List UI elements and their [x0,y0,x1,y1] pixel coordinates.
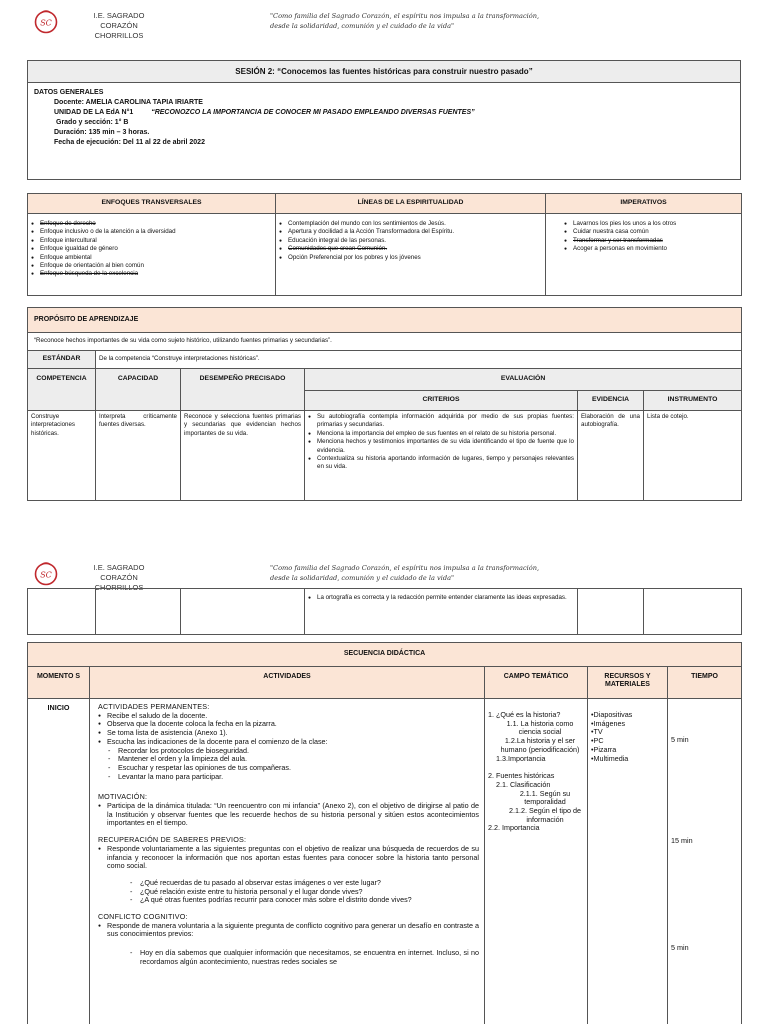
list-item: ● Cuidar nuestra casa común [564,228,738,236]
header-enfoques: ENFOQUES TRANSVERSALES [28,194,276,214]
school-logo-icon [33,8,59,34]
standard-label: ESTÁNDAR [28,351,96,369]
list-item: ● Contextualiza su historia aportando información de lugares, tiempo y personajes relevantes en su vida. [308,455,574,472]
session-box [27,60,741,180]
general-data [28,83,740,153]
list-item: •TV [591,727,603,737]
teacher-name: Docente: AMELIA CAROLINA TAPIA IRIARTE [54,99,203,106]
list-item: ● Comunidades que crean Comunión. [279,245,542,253]
standard-text: De la competencia “Construye interpretaciones históricas”. [96,351,742,369]
list-item: ● Su autobiografía contempla información adquirida por medio de sus propias fuentes: primarias y secundarias. [308,413,574,430]
header-momentos: MOMENTO S [28,667,90,699]
list-item: ● Opción Preferencial por los pobres y los jóvenes [279,254,542,262]
list-item: ● Acoger a personas en movimiento [564,245,738,253]
list-item: - ¿A qué otras fuentes podrías recurrir para conocer más sobre el distrito donde vives? [98,896,479,905]
list-item: ● Transformar y ser transformadas [564,237,738,245]
campo-item: 2.2. Importancia [488,823,540,833]
recuperacion-list [98,845,479,871]
header-actividades: ACTIVIDADES [90,667,485,699]
unit-label: UNIDAD DE LA EdA N°1 [54,109,134,116]
header-tiempo: TIEMPO [668,667,742,699]
list-item: ● Responde de manera voluntaria a la siguiente pregunta de conflicto cognitivo para generar un desafío en contraste a sus conocimientos previos: [98,922,479,939]
header-campo: CAMPO TEMÁTICO [485,667,588,699]
list-item: •Diapositivas [591,710,633,719]
tiempo-2: 15 min [671,836,693,845]
enfoques-list [31,220,272,279]
purpose-text: “Reconoce hechos importantes de su vida como sujeto histórico, utilizando fuentes primarias y secundarias”. [28,333,742,351]
list-item: ● Participa de la dinámica titulada: “Un reencuentro con mi infancia” (Anexo 2), con el objetivo de dirigirse al patio de la Institución y observar fuentes que les recuerde hechos de su historia personal y sitúen estos acontecimientos importantes en el tiempo. [98,802,479,828]
list-item: ● Enfoque inclusivo o de la atención a la diversidad [31,228,272,236]
capacidad-cell: Interpreta críticamente fuentes diversas. [96,411,181,501]
preguntas-list [98,879,479,905]
list-item: ● Enfoque búsqueda de la excelencia [31,270,272,278]
duration: Duración: 135 min – 3 horas. [54,129,150,136]
list-item: ● La ortografía es correcta y la redacción permite entender claramente las ideas expresadas. [308,594,574,602]
campo-tematico [488,711,584,833]
school-name-line2: CHORRILLOS [94,31,144,40]
session-title: SESIÓN 2: “Conocemos las fuentes históricas para construir nuestro pasado” [28,61,740,83]
header-competencia: COMPETENCIA [28,369,96,411]
list-item: •Multimedia [591,753,629,763]
header-criterios: CRITERIOS [305,391,578,411]
unit-line [54,108,734,118]
header-recursos: RECURSOS Y MATERIALES [588,667,668,699]
list-item: •Imágenes [591,718,626,728]
motto-line1: "Como familia del Sagrado Corazón, el espíritu nos impulsa a la transformación, [270,12,540,20]
competencia-cell: Construye interpretaciones históricas. [28,411,96,501]
tiempo-1: 5 min [671,735,689,744]
school-name [74,11,164,41]
recuperacion-title: RECUPERACIÓN DE SABERES PREVIOS: [98,835,247,845]
list-item: ● Enfoque de derecho [31,220,272,228]
list-item: - ¿Qué relación existe entre tu historia personal y el lugar donde vives? [98,888,479,897]
sequence-table [27,642,742,1024]
school-motto [270,11,600,31]
instrumento-cell: Lista de cotejo. [644,411,742,501]
header-evidencia: EVIDENCIA [578,391,644,411]
lineas-list [279,220,542,262]
list-item: ● Lavarnos los pies los unos a los otros [564,220,738,228]
grade-section: Grado y sección: 1° B [56,119,129,126]
conflicto-list [98,922,479,939]
campo-item: 1.2.La historia y el ser humano (periodificación) [500,736,580,754]
list-item: - Mantener el orden y la limpieza del aula. [98,755,479,764]
school-name-line1: I.E. SAGRADO CORAZÓN [93,11,145,30]
list-item: ● Educación integral de las personas. [279,237,542,245]
list-item: ● Se toma lista de asistencia (Anexo 1). [98,729,479,738]
campo-item: 2.1. Clasificación [496,779,551,789]
motto-line2: desde la solidaridad, comunión y el cuidado de la vida" [270,22,455,30]
unit-title: “RECONOZCO LA IMPORTANCIA DE CONOCER MI PASADO EMPLEANDO DIVERSAS FUENTES” [151,109,475,116]
purpose-table [27,307,742,501]
motivacion-title: MOTIVACIÓN: [98,792,148,802]
list-item: - Escuchar y respetar las opiniones de tus compañeras. [98,764,479,773]
list-item: ● Enfoque de orientación al bien común [31,262,272,270]
campo-item: 2.1.2. Según el tipo de información [509,806,581,824]
campo-item: 1.3.Importancia [496,753,546,763]
list-item: - Hoy en día sabemos que cualquier información que necesitamos, se encuentra en internet. Incluso, si no recordamos algún acontecimiento, nuestras redes sociales se [98,949,479,966]
motto-line1: "Como familia del Sagrado Corazón, el espíritu nos impulsa a la transformación, [270,564,540,572]
recursos-list [591,711,664,763]
campo-item: 1.1. La historia como ciencia social [506,718,574,737]
momento-inicio: INICIO [28,699,90,1024]
page-header [0,0,768,48]
list-item: ● Enfoque intercultural [31,237,272,245]
tiempo-3: 5 min [671,943,689,952]
list-item: •Pizarra [591,744,617,754]
list-item: - Recordar los protocolos de bioseguridad. [98,747,479,756]
header-instrumento: INSTRUMENTO [644,391,742,411]
school-name-line1: I.E. SAGRADO CORAZÓN [93,563,145,582]
list-item: ● Contemplación del mundo con los sentimientos de Jesús. [279,220,542,228]
criterios-list [308,413,574,472]
execution-date: Fecha de ejecución: Del 11 al 22 de abril 2022 [54,139,205,146]
general-data-heading: DATOS GENERALES [34,89,104,96]
list-item: •PC [591,736,604,746]
purpose-heading: PROPÓSITO DE APRENDIZAJE [28,308,742,333]
permanentes-title: ACTIVIDADES PERMANENTES: [98,702,210,711]
list-item: ● Apertura y docilidad a la Acción Transformadora del Espíritu. [279,228,542,236]
purpose-table-continued [27,588,742,635]
header-lineas: LÍNEAS DE LA ESPIRITUALIDAD [276,194,546,214]
list-item: - Levantar la mano para participar. [98,773,479,782]
header-desempeno: DESEMPEÑO PRECISADO [181,369,305,411]
list-item: ● Enfoque ambiental [31,254,272,262]
list-item: ● Recibe el saludo de la docente. [98,712,479,721]
campo-item: 2.1.1. Según su temporalidad [519,788,571,807]
campo-item: 1. ¿Qué es la historia? [488,710,561,719]
conflicto-title: CONFLICTO COGNITIVO: [98,912,188,922]
motto-line2: desde la solidaridad, comunión y el cuidado de la vida" [270,574,455,582]
header-evaluacion: EVALUACIÓN [305,369,742,391]
school-motto [270,563,600,583]
school-logo-icon [33,560,59,586]
logo-text: SC [40,18,52,28]
header-capacidad: CAPACIDAD [96,369,181,411]
list-item: ● Menciona la importancia del empleo de sus fuentes en el relato de su historia personal. [308,430,574,438]
list-item: - ¿Qué recuerdas de tu pasado al observar estas imágenes o ver este lugar? [98,879,479,888]
sequence-heading: SECUENCIA DIDÁCTICA [28,643,742,667]
list-item: ● Escucha las indicaciones de la docente para el comienzo de la clase: [98,738,479,747]
motivacion-list [98,802,479,828]
list-item: ● Observa que la docente coloca la fecha en la pizarra. [98,720,479,729]
logo-text: SC [40,570,52,580]
criterios-list-continued [308,594,574,602]
header-imperativos: IMPERATIVOS [546,194,742,214]
campo-item: 2. Fuentes históricas [488,771,555,781]
desempeno-cell: Reconoce y selecciona fuentes primarias y secundarias que evidencian hechos importantes de su vida. [181,411,305,501]
list-item: ● Menciona hechos y testimonios importantes de su vida identificando el tipo de fuente que lo evidencia. [308,438,574,455]
indicaciones-list [98,747,479,782]
conflicto-sub-list [98,949,479,966]
evidencia-cell: Elaboración de una autobiografía. [578,411,644,501]
list-item: ● Responde voluntariamente a las siguientes preguntas con el objetivo de realizar una búsqueda de recuerdos de su infancia y reconocer la información que nos aportan estas fuentes para conocer sobre la historia tanto personal como social. [98,845,479,871]
approaches-table [27,193,742,296]
permanentes-list [98,712,479,747]
school-name-line2: CHORRILLOS [94,583,144,592]
imperativos-list [564,220,738,254]
list-item: ● Enfoque igualdad de género [31,245,272,253]
